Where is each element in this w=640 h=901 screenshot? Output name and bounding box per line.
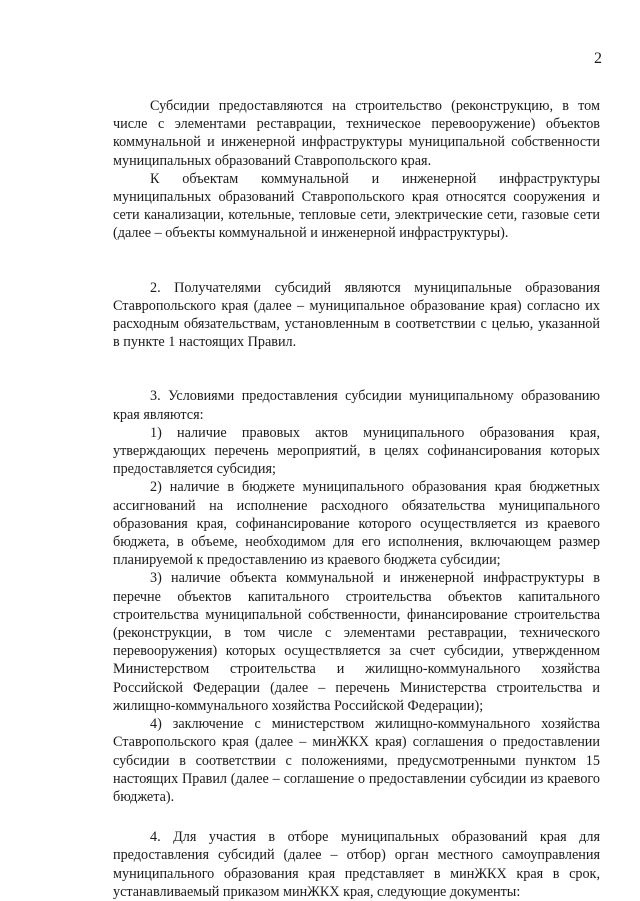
paragraph-selection-documents: 4. Для участия в отборе муниципальных образований края для предоставления субсидий (далее – отбор) орган местного самоуправления муниципального образования края представляет в минЖКХ края в срок, устанавливаемый приказом минЖКХ края, следующие документы: [113, 829, 600, 900]
paragraph-condition-3: 3) наличие объекта коммунальной и инженерной инфраструктуры в перечне объектов капитального строительства объектов капитального строительства муниципальной собственности, финансирование строительства (реконструкции, в том числе с элементами реставрации, технического перевооружения) которых осуществляется за счет субсидии, утвержденном Министерством строительства и жилищно-коммунального хозяйства Российской Федерации (далее – перечень Министерства строительства и жилищно-коммунального хозяйства Российской Федерации); [113, 570, 600, 714]
page-number: 2 [594, 50, 602, 67]
paragraph-recipients: 2. Получателями субсидий являются муниципальные образования Ставропольского края (далее – муниципальное образование края) согласно их расходным обязательствам, установленным в соответствии с целью, указанной в пункте 1 настоящих Правил. [113, 279, 600, 351]
paragraph-condition-1: 1) наличие правовых актов муниципального образования края, утверждающих перечень мероприятий, в целях софинансирования которых предоставляется субсидия; [113, 424, 600, 478]
paragraph-condition-2: 2) наличие в бюджете муниципального образования края бюджетных ассигнований на исполнение расходного обязательства муниципального образования края, софинансирование которого осуществляется из краевого бюджета, в объеме, необходимом для его исполнения, включающем размер планируемой к предоставлению из краевого бюджета субсидии; [113, 479, 600, 569]
paragraph-conditions-intro: 3. Условиями предоставления субсидии муниципальному образованию края являются: [113, 388, 600, 423]
paragraph-infrastructure-objects: К объектам коммунальной и инженерной инфраструктуры муниципальных образований Ставропольского края относятся сооружения и сети канализации, котельные, тепловые сети, электрические сети, газовые сети (далее – объекты коммунальной и инженерной инфраструктуры). [113, 170, 600, 242]
paragraph-subsidy-purpose: Субсидии предоставляются на строительство (реконструкцию, в том числе с элементами реставрации, техническое перевооружение) объектов коммунальной и инженерной инфраструктуры муниципальной собственности муниципальных образований Ставропольского края. [113, 98, 600, 169]
paragraph-condition-4: 4) заключение с министерством жилищно-коммунального хозяйства Ставропольского края (далее – минЖКХ края) соглашения о предоставлении субсидии в соответствии с положениями, предусмотренными пунктом 15 настоящих Правил (далее – соглашение о предоставлении субсидии из краевого бюджета). [113, 716, 600, 805]
document-body [113, 97, 600, 901]
